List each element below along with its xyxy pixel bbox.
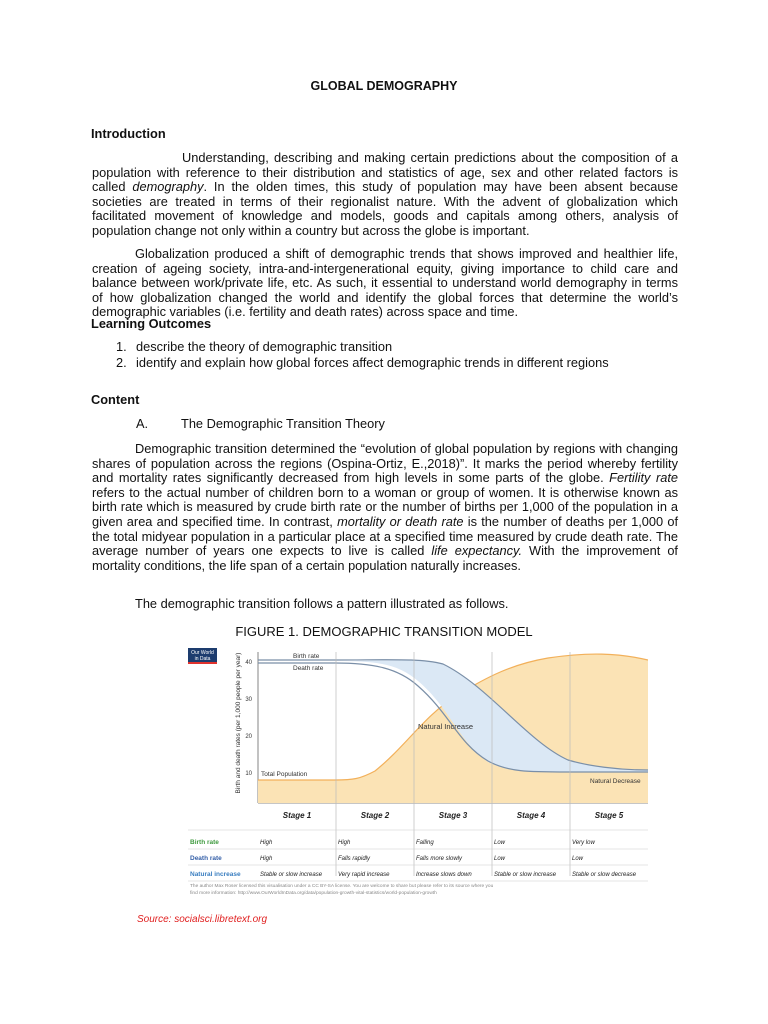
table-row-label: Natural increase	[190, 871, 241, 878]
y-tick-label: 10	[245, 771, 252, 777]
stage-label: Stage 4	[516, 811, 546, 820]
outcome-text: describe the theory of demographic transition	[136, 339, 393, 354]
death-rate-label: Death rate	[293, 665, 324, 672]
table-cell: Low	[572, 856, 584, 862]
y-tick-label: 20	[245, 734, 252, 740]
y-tick-label: 30	[245, 697, 252, 703]
logo-line-1: Our World	[191, 650, 214, 656]
content-text-c: is the number of deaths per 1,000 of the total midyear population in a particular place at a specified time measured by crude death rate. The average number of years one expects to live is called	[92, 513, 678, 559]
stage-label: Stage 1	[282, 811, 312, 820]
table-cell: Very low	[572, 840, 595, 846]
content-paragraph-2: The demographic transition follows a pattern illustrated as follows.	[135, 596, 509, 611]
owid-logo-bar	[188, 662, 217, 664]
table-cell: Falls more slowly	[416, 856, 463, 862]
table-row-label: Death rate	[190, 855, 222, 862]
learning-outcome-1	[116, 339, 392, 355]
table-cell: Falls rapidly	[338, 856, 371, 862]
content-text-b: refers to the actual number of children born to a woman or group of women. It is otherwise known as birth rate which is measured by crude birth rate or the number of births per 1,000 of the population in a given area and specified time. In contrast,	[92, 484, 678, 529]
introduction-heading: Introduction	[91, 126, 166, 141]
intro-paragraph-2-text: Globalization produced a shift of demographic trends that shows improved and healthier life, creation of ageing society, intra-and-intergenerational equity, giving importance to child care and balance between work/private life, etc. As such, it essential to understand world demography in terms of how globalization changed the world and identify the global forces that determine the world’s demographic variables (i.e. fertility and death rates) across space and time.	[92, 246, 678, 320]
intro-text-b: . In the olden times, this study of population may have been absent because societies are treated in terms of their regionalist nature. With the advent of globalization which facilitated movement of knowledge and models, goods and capitals among others, analysis of population change not only within a country but across the globe is important.	[92, 179, 679, 238]
table-cell: Falling	[416, 840, 434, 846]
table-cell: High	[338, 840, 351, 846]
y-tick-label: 40	[245, 660, 252, 666]
stage-label-group	[283, 811, 624, 820]
table-cell: Low	[494, 856, 506, 862]
intro-text-a: Understanding, describing and making certain predictions about the composition of a population with reference to their distribution and statistics of age, sex and other related factors is called	[92, 150, 678, 195]
table-cell: Stable or slow increase	[260, 872, 323, 878]
content-text-d: With the improvement of mortality conditions, the life span of a certain population naturally increases.	[92, 543, 678, 573]
stage-label: Stage 5	[594, 811, 624, 820]
introduction-paragraph-1	[92, 151, 678, 239]
content-heading: Content	[91, 392, 140, 407]
table-row-label: Birth rate	[190, 839, 219, 846]
life-expectancy-term: life expectancy.	[431, 543, 523, 559]
table-cell: Very rapid increase	[338, 872, 390, 878]
demographic-transition-chart	[188, 646, 648, 898]
page-title: GLOBAL DEMOGRAPHY	[310, 79, 458, 93]
content-text-a: Demographic transition determined the “evolution of global population by regions with changing shares of population across the regions (Ospina-Ortiz, E.,2018)”. It marks the period whereby fertility and mortality rates significantly decreased from high levels in some parts of the globe.	[92, 441, 678, 486]
section-letter: A.	[136, 416, 149, 431]
table-cell: Low	[494, 840, 506, 846]
content-paragraph-1	[92, 442, 678, 573]
outcome-number: 2.	[116, 355, 127, 370]
outcome-text: identify and explain how global forces affect demographic trends in different regions	[136, 355, 609, 370]
credit-line-1: The author Max Roser licensed this visualisation under a CC BY-SA license. You are welcome to share but please refer to its source where you	[190, 884, 494, 889]
section-title: The Demographic Transition Theory	[181, 416, 385, 431]
total-population-label: Total Population	[261, 771, 308, 778]
natural-increase-label: Natural Increase	[418, 722, 474, 731]
table-cell: High	[260, 840, 273, 846]
stage-label: Stage 2	[360, 811, 390, 820]
stage-table-group	[188, 830, 648, 881]
learning-outcome-2	[116, 355, 609, 371]
introduction-paragraph-2	[92, 247, 678, 320]
figure-source: Source: socialsci.libretext.org	[137, 914, 268, 925]
y-tick-group	[245, 660, 252, 777]
logo-line-2: in Data	[194, 656, 211, 662]
table-cell: High	[260, 856, 273, 862]
fertility-rate-term: Fertility rate	[609, 470, 678, 486]
intro-demography-term: demography	[132, 179, 204, 195]
y-axis-label: Birth and death rates (per 1,000 people per year)	[235, 652, 242, 794]
stage-label: Stage 3	[438, 811, 468, 820]
table-cell: Stable or slow decrease	[572, 872, 637, 878]
natural-decrease-label: Natural Decrease	[590, 778, 641, 785]
table-cell: Increase slows down	[416, 872, 472, 878]
credit-line-2: find more information: http://www.OurWorldInData.org/data/population-growth-vital-statistics/world-population-growth	[190, 891, 437, 896]
figure-caption: FIGURE 1. DEMOGRAPHIC TRANSITION MODEL	[235, 624, 533, 639]
table-cell: Stable or slow increase	[494, 872, 557, 878]
mortality-rate-term: mortality or death rate	[337, 513, 464, 529]
birth-rate-label: Birth rate	[293, 653, 320, 660]
outcome-number: 1.	[116, 339, 127, 354]
learning-outcomes-heading: Learning Outcomes	[91, 316, 212, 331]
